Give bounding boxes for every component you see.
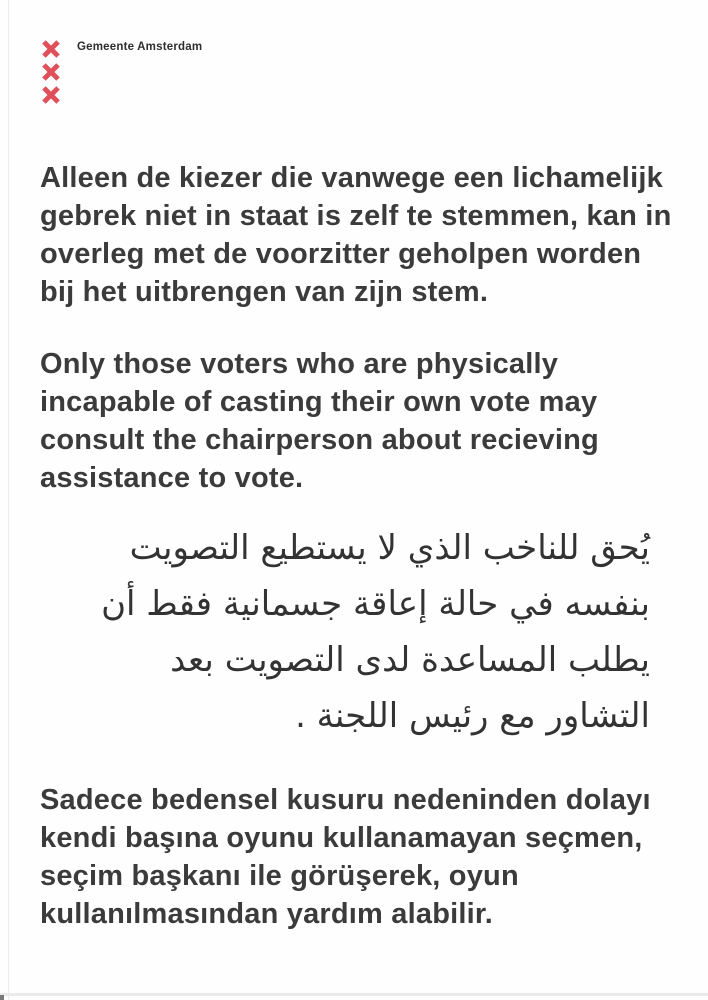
paragraph-english bbox=[40, 345, 668, 497]
scan-speck bbox=[0, 995, 4, 1000]
text-line: يطلب المساعدة لدى التصويت بعد bbox=[170, 640, 650, 680]
paragraph-dutch bbox=[40, 159, 672, 311]
org-name: Gemeente Amsterdam bbox=[77, 41, 203, 53]
text-line: bij het uitbrengen van zijn stem. bbox=[40, 276, 489, 308]
text-line: kullanılmasından yardım alabilir. bbox=[40, 898, 494, 930]
paragraph-turkish bbox=[40, 781, 668, 933]
andreas-cross-icon bbox=[40, 61, 62, 83]
text-line: consult the chairperson about recieving bbox=[40, 424, 599, 456]
text-line: Sadece bedensel kusuru nedeninden dolayı bbox=[40, 784, 651, 816]
andreas-cross-icon bbox=[40, 38, 62, 60]
text-line: Only those voters who are physically bbox=[40, 348, 559, 380]
text-line: incapable of casting their own vote may bbox=[40, 386, 598, 418]
amsterdam-logo bbox=[40, 38, 62, 106]
scan-edge-bottom bbox=[0, 993, 708, 996]
text-line: seçim başkanı ile görüşerek, oyun bbox=[40, 860, 519, 892]
text-line: التشاور مع رئيس اللجنة . bbox=[295, 696, 650, 736]
scan-edge-left bbox=[8, 0, 9, 1000]
text-line: assistance to vote. bbox=[40, 462, 304, 494]
text-line: Alleen de kiezer die vanwege een lichamelijk bbox=[40, 162, 663, 194]
text-line: gebrek niet in staat is zelf te stemmen, kan in bbox=[40, 200, 672, 232]
text-line: بنفسه في حالة إعاقة جسمانية فقط أن bbox=[101, 584, 650, 624]
text-line: يُحق للناخب الذي لا يستطيع التصويت bbox=[129, 528, 650, 568]
text-line: kendi başına oyunu kullanamayan seçmen, bbox=[40, 822, 643, 854]
text-line: overleg met de voorzitter geholpen worden bbox=[40, 238, 642, 270]
document-header bbox=[40, 38, 202, 106]
andreas-cross-icon bbox=[40, 84, 62, 106]
paragraph-arabic bbox=[40, 520, 668, 744]
